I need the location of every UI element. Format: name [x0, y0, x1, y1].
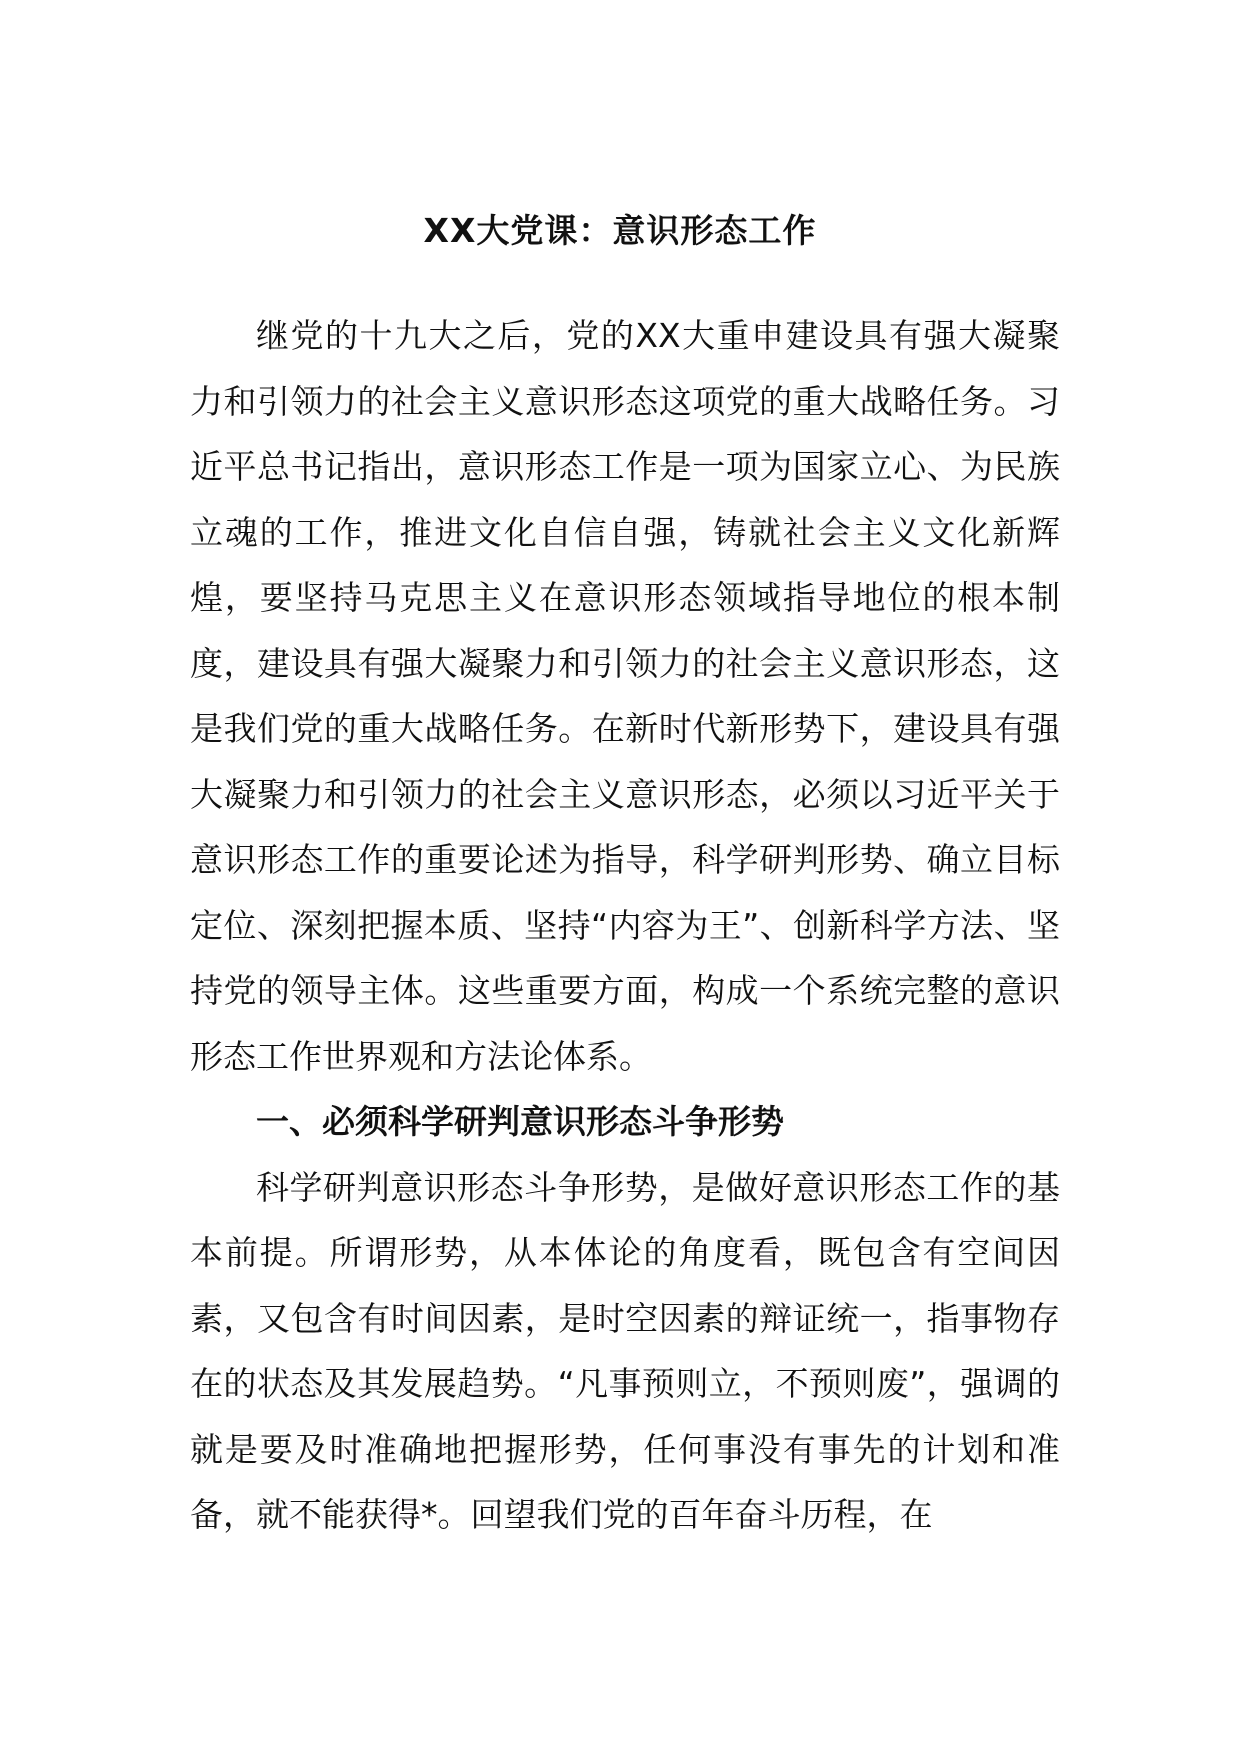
- section-heading: 一、必须科学研判意识形态斗争形势: [256, 1102, 784, 1141]
- document-body: [190, 303, 1060, 1548]
- document-title: XX大党课：意识形态工作: [423, 211, 817, 250]
- intro-paragraph: 继党的十九大之后，党的XX大重申建设具有强大凝聚力和引领力的社会主义意识形态这项党的重大战略任务。习近平总书记指出，意识形态工作是一项为国家立心、为民族立魂的工作，推进文化自信自强，铸就社会主义文化新辉煌，要坚持马克思主义在意识形态领域指导地位的根本制度，建设具有强大凝聚力和引领力的社会主义意识形态，这是我们党的重大战略任务。在新时代新形势下，建设具有强大凝聚力和引领力的社会主义意识形态，必须以习近平关于意识形态工作的重要论述为指导，科学研判形势、确立目标定位、深刻把握本质、坚持“内容为王”、创新科学方法、坚持党的领导主体。这些重要方面，构成一个系统完整的意识形态工作世界观和方法论体系。: [190, 316, 1060, 1076]
- section-paragraph: 科学研判意识形态斗争形势，是做好意识形态工作的基本前提。所谓形势，从本体论的角度看，既包含有空间因素，又包含有时间因素，是时空因素的辩证统一，指事物存在的状态及其发展趋势。“凡事预则立，不预则废”，强调的就是要及时准确地把握形势，任何事没有事先的计划和准备，就不能获得*。回望我们党的百年奋斗历程，在: [190, 1167, 1060, 1534]
